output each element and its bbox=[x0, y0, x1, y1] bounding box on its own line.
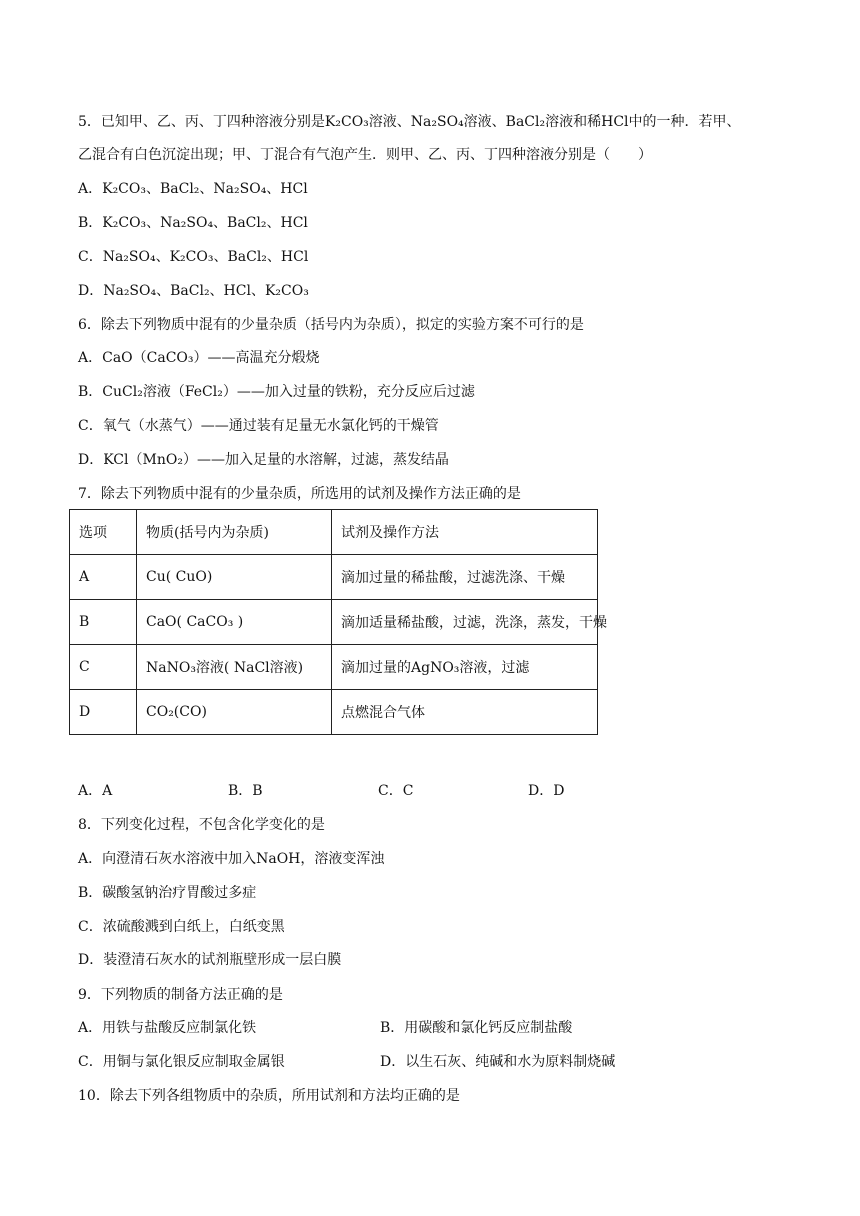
table-header-cell: 试剂及操作方法 bbox=[332, 510, 598, 555]
question-5-option-b: B．K₂CO₃、Na₂SO₄、BaCl₂、HCl bbox=[78, 215, 308, 231]
question-9-option-a: A．用铁与盐酸反应制氯化铁 bbox=[78, 1020, 257, 1036]
table-cell: CO₂(CO) bbox=[137, 690, 332, 735]
question-8-option-b: B．碳酸氢钠治疗胃酸过多症 bbox=[78, 885, 257, 901]
question-8-option-c: C．浓硫酸溅到白纸上，白纸变黑 bbox=[78, 919, 285, 935]
table-cell: 滴加适量稀盐酸，过滤，洗涤，蒸发，干燥 bbox=[332, 600, 598, 645]
table-cell: C bbox=[70, 645, 137, 690]
question-6-option-d: D．KCl（MnO₂）——加入足量的水溶解，过滤，蒸发结晶 bbox=[78, 452, 449, 468]
question-9-stem: 9．下列物质的制备方法正确的是 bbox=[78, 987, 283, 1003]
table-header-cell: 选项 bbox=[70, 510, 137, 555]
question-5-stem-line1: 5．已知甲、乙、丙、丁四种溶液分别是K₂CO₃溶液、Na₂SO₄溶液、BaCl₂溶液和稀HCl中的一种．若甲、 bbox=[78, 114, 741, 130]
question-5-stem-line2: 乙混合有白色沉淀出现；甲、丁混合有气泡产生．则甲、乙、丙、丁四种溶液分别是（ ） bbox=[78, 147, 652, 163]
question-7-table bbox=[69, 509, 607, 735]
table-cell: B bbox=[70, 600, 137, 645]
question-5-option-d: D．Na₂SO₄、BaCl₂、HCl、K₂CO₃ bbox=[78, 283, 309, 299]
question-6-option-c: C．氧气（水蒸气）——通过装有足量无水氯化钙的干燥管 bbox=[78, 418, 439, 434]
table-row bbox=[70, 690, 598, 735]
question-9-option-b: B．用碳酸和氯化钙反应制盐酸 bbox=[380, 1020, 573, 1036]
table-cell: A bbox=[70, 555, 137, 600]
question-9-option-c: C．用铜与氯化银反应制取金属银 bbox=[78, 1054, 285, 1070]
table-cell: 滴加过量的稀盐酸，过滤洗涤、干燥 bbox=[332, 555, 598, 600]
question-6-option-a: A．CaO（CaCO₃）——高温充分煅烧 bbox=[78, 350, 320, 366]
table-cell: Cu( CuO) bbox=[137, 555, 332, 600]
question-7-stem: 7．除去下列物质中混有的少量杂质，所选用的试剂及操作方法正确的是 bbox=[78, 486, 521, 502]
question-8-option-a: A．向澄清石灰水溶液中加入NaOH，溶液变浑浊 bbox=[78, 851, 385, 867]
table-cell: 滴加过量的AgNO₃溶液，过滤 bbox=[332, 645, 598, 690]
question-6-option-b: B．CuCl₂溶液（FeCl₂）——加入过量的铁粉，充分反应后过滤 bbox=[78, 384, 475, 400]
question-5-option-a: A．K₂CO₃、BaCl₂、Na₂SO₄、HCl bbox=[78, 181, 308, 197]
question-5-option-c: C．Na₂SO₄、K₂CO₃、BaCl₂、HCl bbox=[78, 249, 309, 265]
table-cell: CaO( CaCO₃ ) bbox=[137, 600, 332, 645]
question-10-stem: 10．除去下列各组物质中的杂质，所用试剂和方法均正确的是 bbox=[78, 1088, 460, 1104]
question-8-option-d: D．装澄清石灰水的试剂瓶壁形成一层白膜 bbox=[78, 952, 342, 968]
question-7-option-a: A．A bbox=[78, 783, 113, 799]
question-7-option-b: B．B bbox=[228, 783, 263, 799]
question-6-stem: 6．除去下列物质中混有的少量杂质（括号内为杂质），拟定的实验方案不可行的是 bbox=[78, 317, 584, 333]
table-cell: D bbox=[70, 690, 137, 735]
table-row bbox=[70, 555, 598, 600]
table-row bbox=[70, 600, 598, 645]
table-header-cell: 物质(括号内为杂质) bbox=[137, 510, 332, 555]
table-row bbox=[70, 645, 598, 690]
table-cell: NaNO₃溶液( NaCl溶液) bbox=[137, 645, 332, 690]
question-7-option-d: D．D bbox=[528, 783, 565, 799]
question-8-stem: 8．下列变化过程，不包含化学变化的是 bbox=[78, 817, 325, 833]
table-header-row bbox=[70, 510, 598, 555]
question-7-option-c: C．C bbox=[378, 783, 414, 799]
question-9-option-d: D．以生石灰、纯碱和水为原料制烧碱 bbox=[380, 1054, 616, 1070]
table-cell: 点燃混合气体 bbox=[332, 690, 598, 735]
